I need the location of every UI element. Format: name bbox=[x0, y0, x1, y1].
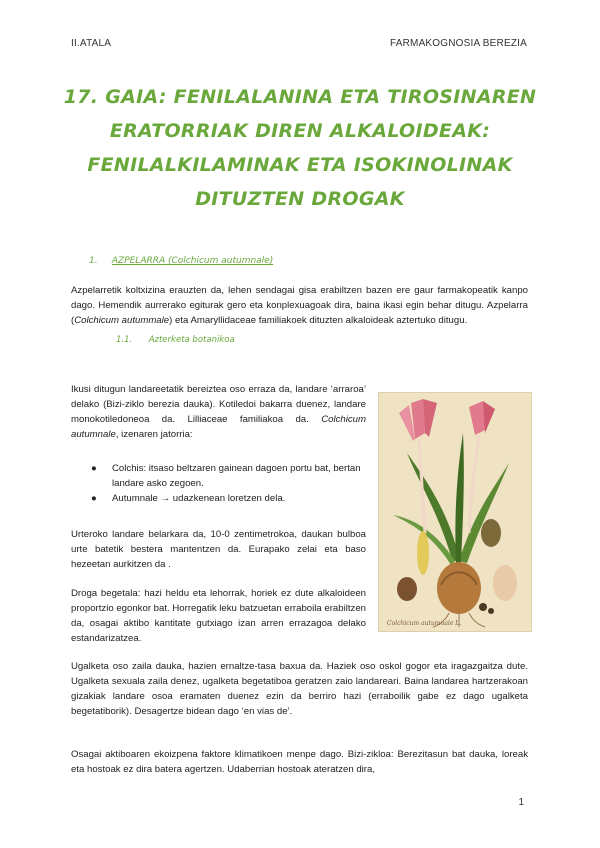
botany-text: Ikusi ditugun landareetatik bereiztea oso erraza da, landare ‘arraroa’ delako (Bizi-ziklo berezia dauka). Kotiledoi bakarra duenez, landare monokotiledoneoa da. Lilliaceae familiakoa da. bbox=[71, 384, 366, 425]
active-ingredient-paragraph: Osagai aktiboaren ekoizpena faktore klimatikoen menpe dago. Bizi-zikloa: Berezitasun bat dauka, loreak eta hostoak ez dira batera agertzen. Udaberrian hostoak ateratzen dira, bbox=[71, 749, 528, 775]
page-number: 1 bbox=[518, 797, 524, 808]
etymology-list bbox=[86, 461, 366, 506]
title-line: DITUZTEN DROGAK bbox=[195, 188, 405, 210]
subsection-name: Azterketa botanikoa bbox=[148, 335, 235, 345]
title-line: 17. GAIA: FENILALANINA ETA TIROSINAREN bbox=[63, 86, 537, 108]
header-subject: FARMAKOGNOSIA BEREZIA bbox=[389, 38, 527, 49]
perennial-paragraph: Urteroko landare belarkara da, 10-0 zentimetrokoa, daukan bulboa urte batetik bestera mantentzen da. Eurapako zelai eta baso hezeetan aurkitzen da . bbox=[71, 529, 366, 570]
subsection-heading bbox=[116, 335, 235, 345]
bullet-icon: ● bbox=[91, 463, 97, 474]
drug-paragraph: Droga begetala: hazi heldu eta lehorrak, horiek ez dute alkaloideen proportzio egonkor bat. Horregatik leku batzuetan erraboila erabiltzen da, osagai aktibo kantitate gutxiago izan arren errazagoa delako estandarizatzea. bbox=[71, 588, 366, 644]
section-name: AZPELARRA (Colchicum autumnale) bbox=[111, 256, 274, 266]
list-item-text: Colchis: itsaso beltzaren gainean dagoen portu bat, bertan landare asko zegoen. bbox=[112, 463, 361, 489]
header-chapter: II.ATALA bbox=[71, 38, 112, 49]
colchicum-plant-icon bbox=[379, 393, 531, 631]
intro-text: Azpelarretik koltxizina erauzten da, lehen sendagai gisa erabiltzen bazen ere gaur farmakopeatik kanpo dago. Hemendik aurrerako egiturak gero eta konplexuagoak dira, baina ikasi egin behar ditugu. Azpelarra ( bbox=[71, 285, 528, 326]
subsection-number: 1.1. bbox=[116, 335, 133, 345]
plate-caption: Colchicum autumnale L. bbox=[387, 620, 462, 627]
title-line: ERATORRIAK DIREN ALKALOIDEAK: bbox=[109, 120, 491, 142]
list-item bbox=[86, 461, 366, 491]
botany-paragraph bbox=[71, 382, 366, 442]
botany-text: , izenaren jatorria: bbox=[115, 429, 193, 440]
intro-text: ) eta Amaryllidaceae familiakoek dituzten alkaloideak aztertuko ditugu. bbox=[169, 315, 468, 326]
section-heading bbox=[89, 256, 273, 266]
intro-paragraph bbox=[71, 283, 528, 328]
species-name: Colchicum autummale bbox=[74, 315, 170, 326]
list-item bbox=[86, 491, 366, 506]
title-line: FENILALKILAMINAK ETA ISOKINOLINAK bbox=[87, 154, 513, 176]
botanical-illustration bbox=[378, 392, 532, 632]
species-name: Colchicum autumnale bbox=[71, 414, 366, 440]
section-number: 1. bbox=[89, 256, 98, 266]
reproduction-paragraph: Ugalketa oso zaila dauka, hazien ernaltze-tasa baxua da. Haziek oso oskol gogor eta iragazgaitza dute. Ugalketa sexuala zaila denez, ugalketa begetatiboa geratzen zaio landareari. Baina landarea hartzerakoan gizakiak landare osoa eramaten duenez ezin da berriro hazi (erraboilik gabe ez dago ugalketa begetatiborik). Desagertze bidean dago ‘en vias de’. bbox=[71, 661, 528, 717]
document-title bbox=[60, 80, 540, 216]
bullet-icon: ● bbox=[91, 493, 97, 504]
list-item-text: Autumnale → udazkenean loretzen dela. bbox=[112, 493, 286, 504]
